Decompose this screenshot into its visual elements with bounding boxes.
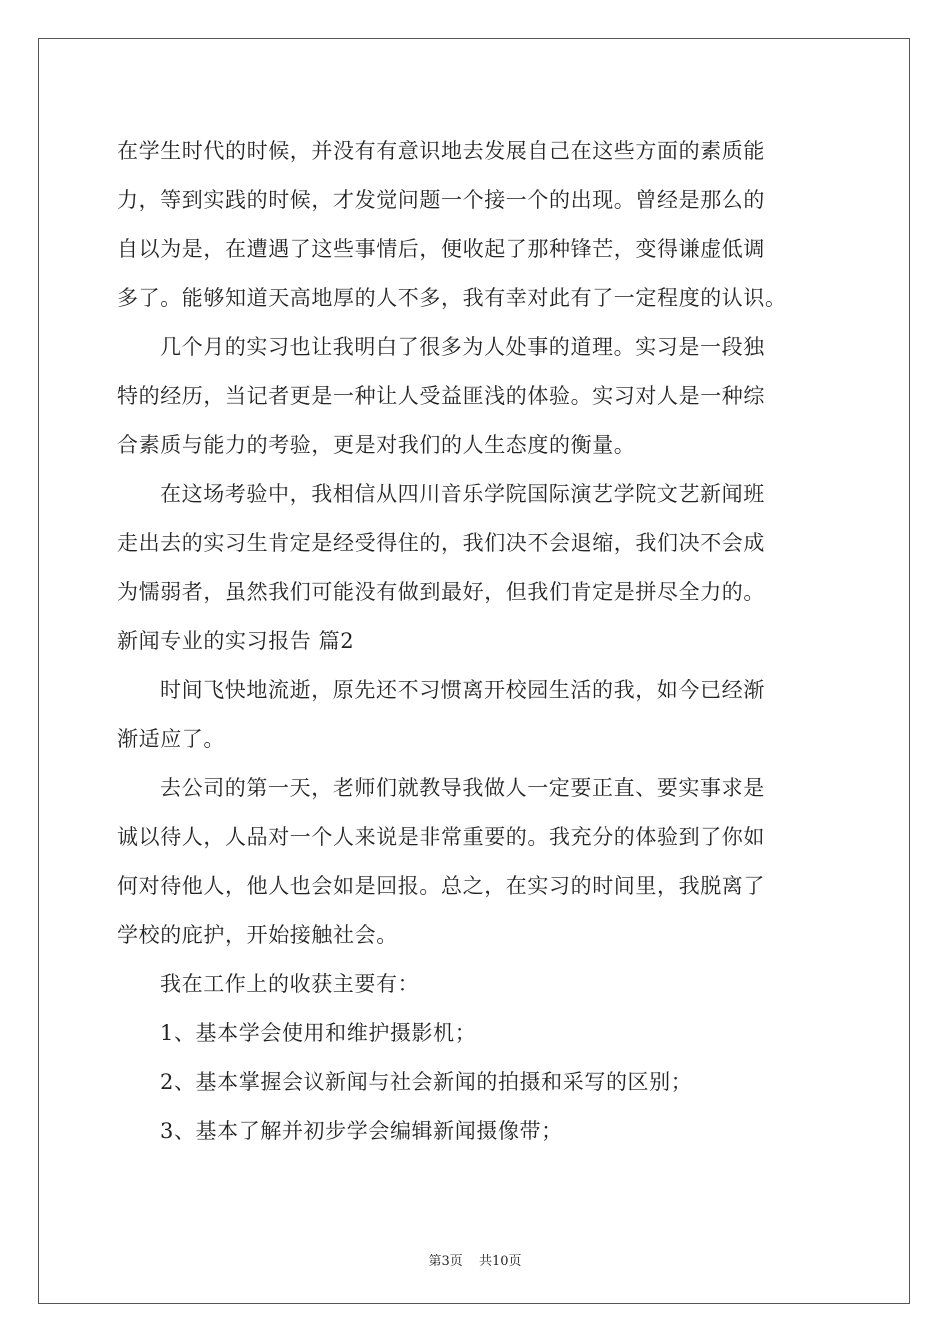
section-heading: 新闻专业的实习报告 篇2 — [117, 629, 355, 653]
paragraph-line: 我在工作上的收获主要有： — [160, 972, 420, 996]
list-item: 3、基本了解并初步学会编辑新闻摄像带； — [160, 1119, 563, 1143]
paragraph-line: 几个月的实习也让我明白了很多为人处事的道理。实习是一段独 — [160, 335, 765, 359]
paragraph-line: 合素质与能力的考验，更是对我们的人生态度的衡量。 — [117, 433, 636, 457]
paragraph-line: 学校的庇护，开始接触社会。 — [117, 923, 398, 947]
page-number: 第3页 — [428, 1254, 463, 1269]
paragraph-line: 走出去的实习生肯定是经受得住的，我们决不会退缩，我们决不会成 — [117, 531, 765, 555]
list-item: 1、基本学会使用和维护摄影机； — [160, 1021, 477, 1045]
paragraph-line: 去公司的第一天，老师们就教导我做人一定要正直、要实事求是 — [160, 776, 765, 800]
paragraph-line: 自以为是，在遭遇了这些事情后，便收起了那种锋芒，变得谦虚低调 — [117, 237, 765, 261]
page-total: 共10页 — [478, 1254, 522, 1269]
paragraph-line: 为懦弱者，虽然我们可能没有做到最好，但我们肯定是拼尽全力的。 — [117, 580, 765, 604]
paragraph-line: 在学生时代的时候，并没有有意识地去发展自己在这些方面的素质能 — [117, 139, 765, 163]
paragraph-line: 时间飞快地流逝，原先还不习惯离开校园生活的我，如今已经渐 — [160, 678, 765, 702]
paragraph-line: 多了。能够知道天高地厚的人不多，我有幸对此有了一定程度的认识。 — [117, 286, 787, 310]
paragraph-line: 何对待他人，他人也会如是回报。总之，在实习的时间里，我脱离了 — [117, 874, 765, 898]
page-border — [38, 38, 910, 1304]
paragraph-line: 渐适应了。 — [117, 727, 225, 751]
paragraph-line: 诚以待人，人品对一个人来说是非常重要的。我充分的体验到了你如 — [117, 825, 765, 849]
paragraph-line: 力，等到实践的时候，才发觉问题一个接一个的出现。曾经是那么的 — [117, 188, 765, 212]
page-footer — [0, 1250, 950, 1269]
paragraph-line: 特的经历，当记者更是一种让人受益匪浅的体验。实习对人是一种综 — [117, 384, 765, 408]
list-item: 2、基本掌握会议新闻与社会新闻的拍摄和采写的区别； — [160, 1070, 693, 1094]
paragraph-line: 在这场考验中，我相信从四川音乐学院国际演艺学院文艺新闻班 — [160, 482, 765, 506]
